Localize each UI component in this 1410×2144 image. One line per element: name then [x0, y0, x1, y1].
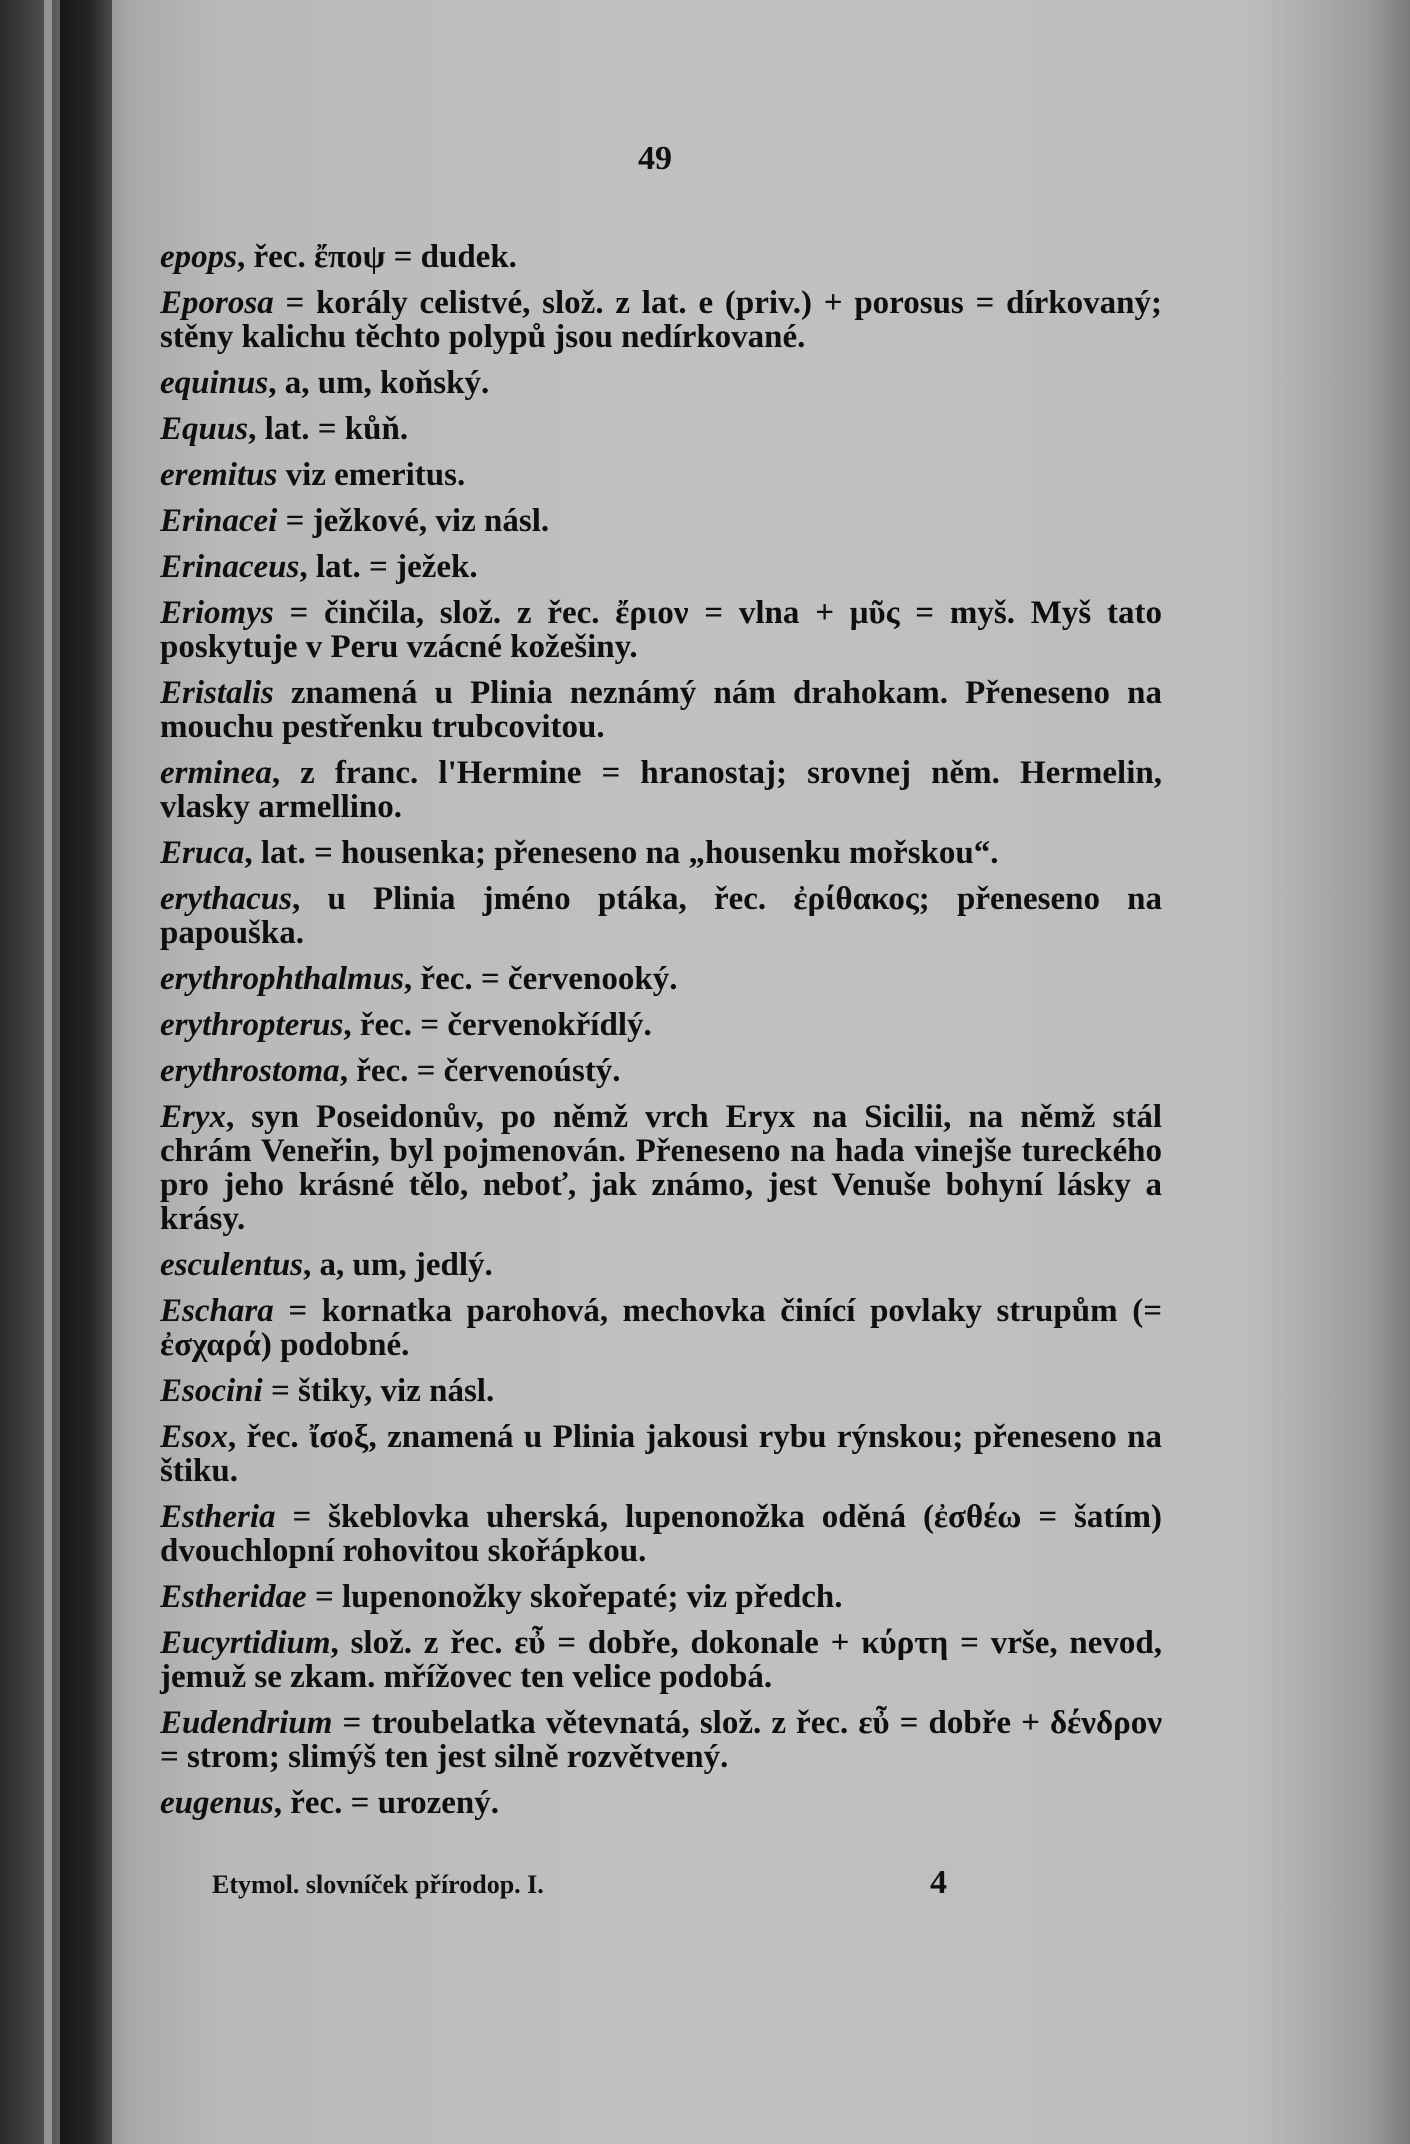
entry-headword: Equus: [160, 411, 249, 447]
entry-headword: erythropterus: [160, 1007, 344, 1043]
signature-mark: 4: [930, 1864, 947, 1901]
entry-headword: Eporosa: [160, 285, 274, 321]
entry-text: = korály celistvé, slož. z lat. e (priv.) + porosus = dírkovaný; stěny kalichu těchto polypů jsou nedírkované.: [160, 285, 1162, 355]
entry-text: viz emeritus.: [277, 457, 466, 493]
entry-text: , lat. = ježek.: [299, 549, 478, 585]
entry-text: = činčila, slož. z řec. ἔριον = vlna + μῦς = myš. Myš tato poskytuje v Peru vzácné kožešiny.: [160, 595, 1162, 665]
dictionary-entry: [160, 1706, 1162, 1774]
entry-text: = lupenonožky skořepaté; viz předch.: [306, 1579, 843, 1615]
dictionary-entry: [160, 286, 1162, 354]
page-number: 49: [638, 140, 672, 177]
entry-text: , řec. ἴσοξ, znamená u Plinia jakousi rybu rýnskou; přeneseno na štiku.: [160, 1419, 1162, 1489]
dictionary-entry: [160, 1626, 1162, 1694]
entry-text: , řec. ἔποψ = dudek.: [237, 239, 517, 275]
entry-headword: Erinaceus: [160, 549, 300, 585]
dictionary-entry: [160, 882, 1162, 950]
dictionary-entry: [160, 676, 1162, 744]
entry-text: , řec. = červenooký.: [403, 961, 678, 997]
dictionary-entry: [160, 1248, 1162, 1282]
entry-text: = kornatka parohová, mechovka činící povlaky strupům (= ἐσχαρά) podobné.: [160, 1293, 1162, 1363]
entry-headword: Esox: [160, 1419, 228, 1455]
page-edge: [44, 0, 52, 2144]
entry-text: , z franc. l'Hermine = hranostaj; srovnej něm. Hermelin, vlasky armellino.: [160, 755, 1162, 825]
entry-headword: Eudendrium: [160, 1705, 333, 1741]
entry-headword: erythrostoma: [160, 1053, 340, 1089]
entry-headword: Estheria: [160, 1499, 276, 1535]
entry-text: = škeblovka uherská, lupenonožka oděná (ἐσθέω = šatím) dvouchlopní rohovitou skořápkou.: [160, 1499, 1162, 1569]
dictionary-entry: [160, 240, 1162, 274]
dictionary-entry: [160, 1500, 1162, 1568]
entry-text: , syn Poseidonův, po němž vrch Eryx na Sicilii, na němž stál chrám Veneřin, byl pojmenován. Přeneseno na hada vinejše tureckého pro jeho krásné tělo, neboť, jak známo, jest Venuše bohyní lásky a krásy.: [160, 1099, 1162, 1237]
dictionary-entry: [160, 1580, 1162, 1614]
entry-text: , lat. = housenka; přeneseno na „housenku mořskou“.: [244, 835, 999, 871]
entry-headword: Estheridae: [160, 1579, 307, 1615]
entry-text: , řec. = červenoústý.: [339, 1053, 621, 1089]
entry-headword: Eristalis: [160, 675, 274, 711]
dictionary-entries: [160, 240, 1162, 1832]
entry-headword: Eucyrtidium: [160, 1625, 331, 1661]
dictionary-entry: [160, 962, 1162, 996]
dictionary-entry: [160, 1054, 1162, 1088]
entry-text: , řec. = urozený.: [273, 1785, 499, 1821]
footer-title: Etymol. slovníček přírodop. I.: [212, 1870, 544, 1899]
entry-headword: Eryx: [160, 1099, 226, 1135]
entry-text: znamená u Plinia neznámý nám drahokam. Přeneseno na mouchu pestřenku trubcovitou.: [160, 675, 1162, 745]
entry-headword: Eschara: [160, 1293, 274, 1329]
dictionary-entry: [160, 1374, 1162, 1408]
dictionary-entry: [160, 1100, 1162, 1236]
dictionary-entry: [160, 550, 1162, 584]
dictionary-entry: [160, 504, 1162, 538]
entry-headword: equinus: [160, 365, 269, 401]
entry-headword: erythrophthalmus: [160, 961, 404, 997]
entry-headword: eremitus: [160, 457, 278, 493]
dictionary-entry: [160, 1786, 1162, 1820]
entry-headword: epops: [160, 239, 237, 275]
entry-text: , lat. = kůň.: [248, 411, 409, 447]
entry-headword: esculentus: [160, 1247, 304, 1283]
dictionary-entry: [160, 1420, 1162, 1488]
entry-text: , řec. = červenokřídlý.: [343, 1007, 652, 1043]
dictionary-entry: [160, 366, 1162, 400]
entry-headword: erminea: [160, 755, 272, 791]
entry-text: , a, um, jedlý.: [303, 1247, 493, 1283]
dictionary-entry: [160, 412, 1162, 446]
entry-headword: eugenus: [160, 1785, 274, 1821]
entry-headword: Erinacei: [160, 503, 278, 539]
dictionary-entry: [160, 1294, 1162, 1362]
dictionary-entry: [160, 458, 1162, 492]
entry-text: , a, um, koňský.: [268, 365, 490, 401]
dictionary-entry: [160, 836, 1162, 870]
entry-text: , u Plinia jméno ptáka, řec. ἐρίθακος; přeneseno na papouška.: [160, 881, 1162, 951]
page-footer: [212, 1864, 952, 1901]
entry-headword: Eruca: [160, 835, 245, 871]
dictionary-entry: [160, 756, 1162, 824]
dictionary-entry: [160, 1008, 1162, 1042]
entry-headword: Esocini: [160, 1373, 263, 1409]
entry-text: = troubelatka větevnatá, slož. z řec. εὖ = dobře + δένδρον = strom; slimýš ten jest silně rozvětvený.: [160, 1705, 1162, 1775]
entry-text: , slož. z řec. εὖ = dobře, dokonale + κύρτη = vrše, nevod, jemuž se zkam. mřížovec ten velice podobá.: [160, 1625, 1162, 1695]
entry-text: = ježkové, viz násl.: [277, 503, 550, 539]
entry-headword: Eriomys: [160, 595, 274, 631]
entry-text: = štiky, viz násl.: [262, 1373, 495, 1409]
dictionary-entry: [160, 596, 1162, 664]
entry-headword: erythacus: [160, 881, 292, 917]
book-spine-shadow: [60, 0, 112, 2144]
